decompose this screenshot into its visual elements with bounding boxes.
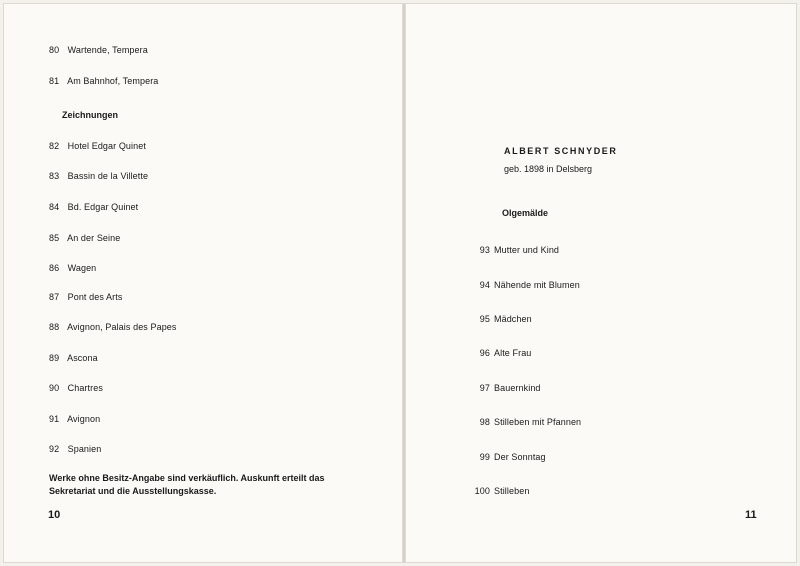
catalog-entry — [474, 382, 541, 394]
catalog-entry — [49, 443, 101, 455]
entry-number: 91 — [49, 414, 60, 424]
entry-title: Spanien — [67, 444, 102, 454]
entry-title: Avignon, Palais des Papes — [67, 322, 177, 332]
artist-name: ALBERT SCHNYDER — [504, 146, 618, 156]
entry-number: 97 — [479, 383, 490, 393]
entry-title: Pont des Arts — [67, 292, 123, 302]
catalog-entry — [49, 262, 96, 274]
catalog-entry — [474, 451, 546, 463]
right-page — [404, 4, 796, 562]
catalog-entry — [49, 201, 138, 213]
catalog-entry — [49, 140, 146, 152]
entry-title: Wagen — [67, 263, 97, 273]
entry-number: 89 — [49, 353, 60, 363]
catalog-entry — [49, 75, 158, 87]
entry-number: 92 — [49, 444, 60, 454]
entry-number: 99 — [479, 452, 490, 462]
entry-title: Nähende mit Blumen — [494, 280, 580, 290]
entry-number: 88 — [49, 322, 60, 332]
entry-number: 84 — [49, 202, 60, 212]
entry-title: Stilleben mit Pfannen — [494, 417, 582, 427]
entry-title: Ascona — [67, 353, 98, 363]
entry-title: Der Sonntag — [494, 452, 546, 462]
catalog-entry — [49, 232, 120, 244]
entry-number: 85 — [49, 233, 60, 243]
entry-title: An der Seine — [67, 233, 121, 243]
catalog-entry — [474, 313, 532, 325]
entry-title: Stilleben — [494, 486, 530, 496]
catalog-entry — [49, 382, 103, 394]
entry-number: 95 — [479, 314, 490, 324]
catalog-entry — [474, 279, 580, 291]
entry-number: 80 — [49, 45, 60, 55]
catalog-entry — [474, 347, 531, 359]
left-page — [4, 4, 402, 562]
section-heading: Zeichnungen — [62, 110, 118, 120]
catalog-entry — [49, 321, 177, 333]
entry-number: 90 — [49, 383, 60, 393]
catalog-entry — [474, 244, 559, 256]
entry-title: Mädchen — [494, 314, 532, 324]
catalog-entry — [49, 291, 122, 303]
entry-number: 81 — [49, 76, 60, 86]
section-heading: Olgemälde — [502, 208, 549, 218]
entry-title: Alte Frau — [494, 348, 532, 358]
entry-number: 93 — [479, 245, 490, 255]
catalog-entry — [49, 413, 100, 425]
entry-number: 87 — [49, 292, 60, 302]
entry-number: 96 — [479, 348, 490, 358]
book-spread — [4, 4, 796, 562]
entry-title: Am Bahnhof, Tempera — [67, 76, 159, 86]
entry-number: 83 — [49, 171, 60, 181]
entry-title: Avignon — [67, 414, 101, 424]
entry-title: Hotel Edgar Quinet — [67, 141, 146, 151]
entry-number: 98 — [479, 417, 490, 427]
catalog-entry — [49, 170, 148, 182]
entry-title: Mutter und Kind — [494, 245, 560, 255]
entry-title: Wartende, Tempera — [67, 45, 148, 55]
catalog-entry — [49, 44, 148, 56]
entry-number: 100 — [474, 486, 490, 496]
entry-number: 82 — [49, 141, 60, 151]
entry-number: 86 — [49, 263, 60, 273]
page-number: 11 — [745, 509, 757, 521]
catalog-entry — [474, 416, 581, 428]
catalog-entry — [49, 352, 98, 364]
page-number: 10 — [48, 509, 61, 521]
entry-title: Bauernkind — [494, 383, 541, 393]
artist-birth: geb. 1898 in Delsberg — [504, 164, 593, 174]
entry-title: Chartres — [67, 383, 103, 393]
entry-number: 94 — [479, 280, 490, 290]
catalog-entry — [474, 485, 529, 497]
entry-title: Bassin de la Villette — [67, 171, 149, 181]
entry-title: Bd. Edgar Quinet — [67, 202, 139, 212]
sales-note: Werke ohne Besitz-Angabe sind verkäuflich. Auskunft erteilt das Sekretariat und die Ausstellungskasse. — [49, 473, 325, 496]
